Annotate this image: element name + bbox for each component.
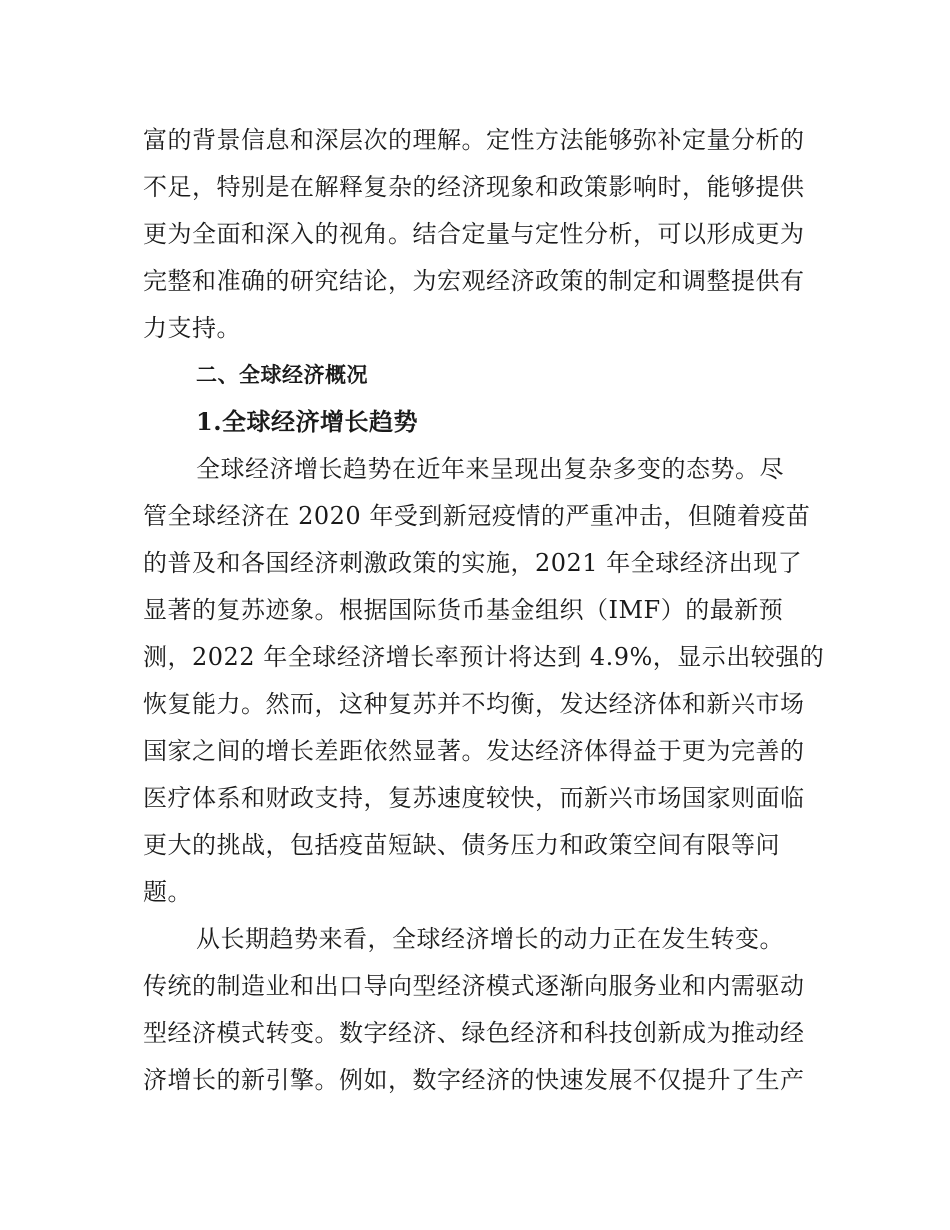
paragraph-line: 型经济模式转变。数字经济、绿色经济和科技创新成为推动经	[143, 1019, 805, 1047]
paragraph-line: 的普及和各国经济刺激政策的实施，2021 年全球经济出现了	[143, 549, 803, 577]
paragraph-line: 题。	[143, 878, 192, 906]
paragraph-line: 恢复能力。然而，这种复苏并不均衡，发达经济体和新兴市场	[143, 690, 805, 718]
paragraph-line: 测，2022 年全球经济增长率预计将达到 4.9%，显示出较强的	[143, 643, 825, 671]
paragraph-line: 国家之间的增长差距依然显著。发达经济体得益于更为完善的	[143, 737, 805, 765]
paragraph-line: 从长期趋势来看，全球经济增长的动力正在发生转变。	[196, 925, 784, 953]
paragraph-line: 全球经济增长趋势在近年来呈现出复杂多变的态势。尽	[196, 455, 784, 483]
paragraph-line: 不足，特别是在解释复杂的经济现象和政策影响时，能够提供	[143, 173, 805, 201]
paragraph-line: 医疗体系和财政支持，复苏速度较快，而新兴市场国家则面临	[143, 784, 805, 812]
paragraph-line: 显著的复苏迹象。根据国际货币基金组织（IMF）的最新预	[143, 596, 784, 624]
paragraph-line: 更为全面和深入的视角。结合定量与定性分析，可以形成更为	[143, 220, 805, 248]
section-heading: 二、全球经济概况	[196, 363, 368, 387]
paragraph-line: 传统的制造业和出口导向型经济模式逐渐向服务业和内需驱动	[143, 972, 805, 1000]
subsection-heading: 1.全球经济增长趋势	[196, 407, 419, 436]
paragraph-line: 管全球经济在 2020 年受到新冠疫情的严重冲击，但随着疫苗	[143, 502, 811, 530]
paragraph-line: 济增长的新引擎。例如，数字经济的快速发展不仅提升了生产	[143, 1066, 805, 1094]
paragraph-line: 富的背景信息和深层次的理解。定性方法能够弥补定量分析的	[143, 126, 805, 154]
paragraph-line: 更大的挑战，包括疫苗短缺、债务压力和政策空间有限等问	[143, 831, 780, 859]
paragraph-line: 力支持。	[143, 314, 241, 342]
paragraph-line: 完整和准确的研究结论，为宏观经济政策的制定和调整提供有	[143, 267, 805, 295]
